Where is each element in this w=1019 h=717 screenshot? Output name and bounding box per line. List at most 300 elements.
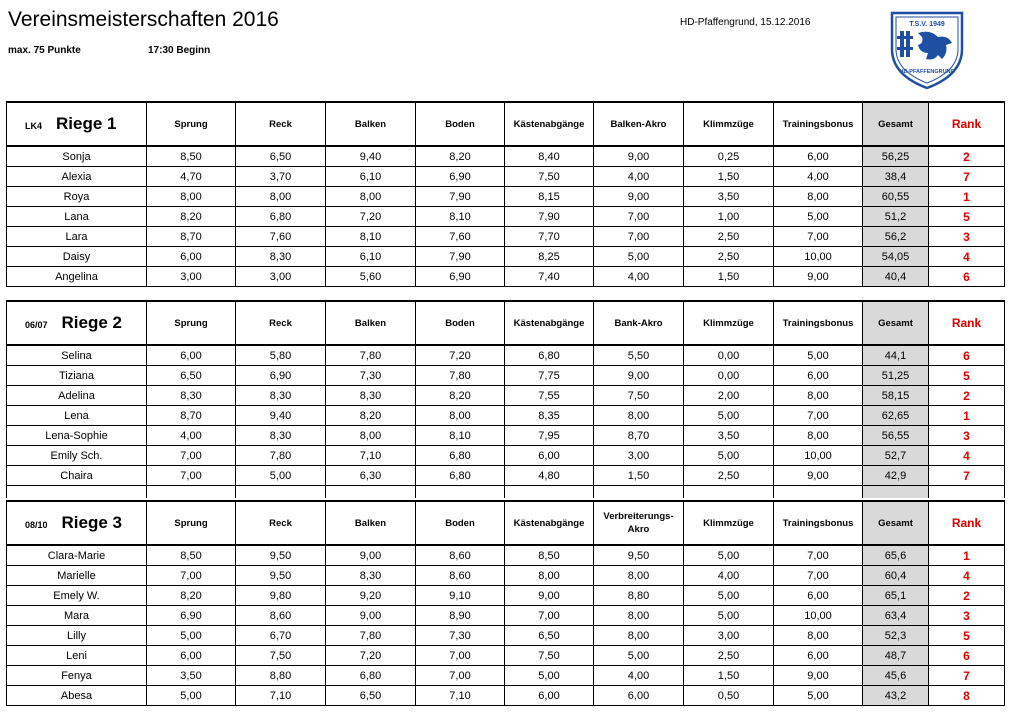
gymnast-name-cell: Lena-Sophie [7,426,147,446]
score-cell: 8,30 [326,386,416,406]
score-cell: 3,50 [147,666,236,686]
score-cell: 0,25 [684,146,774,167]
empty-cell [774,486,863,499]
column-header: Gesamt [863,501,929,545]
table-row [7,146,1005,167]
score-cell: 9,00 [594,366,684,386]
score-cell: 8,60 [236,606,326,626]
score-cell: 6,70 [236,626,326,646]
column-header: Kästenabgänge [505,102,594,146]
rank-cell: 1 [929,187,1005,207]
score-cell: 6,00 [774,646,863,666]
rank-cell: 5 [929,366,1005,386]
score-cell: 8,00 [594,626,684,646]
score-cell: 8,50 [147,545,236,566]
gymnast-name-cell: Adelina [7,386,147,406]
score-cell: 8,30 [326,566,416,586]
place-date-label: HD-Pfaffengrund, 15.12.2016 [680,17,811,28]
rank-cell: 2 [929,386,1005,406]
score-cell: 6,50 [326,686,416,706]
score-cell: 9,50 [594,545,684,566]
score-cell: 8,25 [505,247,594,267]
rank-cell: 6 [929,345,1005,366]
score-cell: 6,00 [594,686,684,706]
score-cell: 4,00 [684,566,774,586]
column-header: Klimmzüge [684,301,774,345]
total-cell: 60,55 [863,187,929,207]
total-cell: 51,25 [863,366,929,386]
score-cell: 8,20 [147,207,236,227]
rank-cell: 5 [929,207,1005,227]
score-cell: 7,70 [505,227,594,247]
logo-bottom-text: HD-PFAFFENGRUND [899,69,955,75]
table-row [7,167,1005,187]
score-cell: 7,95 [505,426,594,446]
score-cell: 7,50 [505,167,594,187]
score-cell: 1,50 [594,466,684,486]
score-cell: 6,10 [326,247,416,267]
table-row [7,666,1005,686]
column-header: Klimmzüge [684,102,774,146]
logo-top-text: T.S.V. 1949 [909,21,945,28]
score-cell: 8,20 [147,586,236,606]
score-cell: 0,00 [684,345,774,366]
score-cell: 1,00 [684,207,774,227]
score-cell: 7,00 [774,566,863,586]
score-cell: 9,50 [236,545,326,566]
score-cell: 8,50 [147,146,236,167]
total-cell: 52,3 [863,626,929,646]
spacer-row [7,486,1005,499]
score-cell: 8,70 [594,426,684,446]
score-cell: 7,10 [416,686,505,706]
score-cell: 8,70 [147,406,236,426]
score-cell: 5,00 [594,247,684,267]
score-cell: 10,00 [774,446,863,466]
score-cell: 9,00 [594,146,684,167]
score-cell: 5,00 [684,586,774,606]
score-cell: 7,50 [594,386,684,406]
score-cell: 9,50 [236,566,326,586]
table-row [7,366,1005,386]
rank-cell: 6 [929,646,1005,666]
score-cell: 8,10 [326,227,416,247]
table-row [7,386,1005,406]
gymnast-name-cell: Roya [7,187,147,207]
score-cell: 10,00 [774,606,863,626]
score-cell: 6,90 [147,606,236,626]
total-cell: 44,1 [863,345,929,366]
column-header: Rank [929,501,1005,545]
score-cell: 8,00 [326,187,416,207]
table-header-row [7,102,1005,146]
score-cell: 4,00 [147,426,236,446]
score-cell: 2,50 [684,227,774,247]
group-header [7,102,147,146]
column-header: Reck [236,301,326,345]
total-cell: 52,7 [863,446,929,466]
score-cell: 6,50 [236,146,326,167]
score-cell: 1,50 [684,267,774,287]
score-cell: 1,50 [684,167,774,187]
total-cell: 65,6 [863,545,929,566]
rank-cell: 3 [929,227,1005,247]
gymnast-name-cell: Leni [7,646,147,666]
column-header: Trainingsbonus [774,102,863,146]
rank-cell: 4 [929,446,1005,466]
column-header: Boden [416,301,505,345]
score-cell: 8,50 [505,545,594,566]
column-header: Bank-Akro [594,301,684,345]
score-cell: 8,00 [147,187,236,207]
score-cell: 8,30 [236,426,326,446]
score-cell: 5,00 [147,626,236,646]
table-row [7,207,1005,227]
score-cell: 7,30 [416,626,505,646]
score-cell: 8,10 [416,207,505,227]
score-cell: 7,20 [416,345,505,366]
score-cell: 5,00 [684,446,774,466]
score-cell: 7,00 [774,227,863,247]
column-header: Sprung [147,102,236,146]
total-cell: 58,15 [863,386,929,406]
gymnast-name-cell: Marielle [7,566,147,586]
gymnast-name-cell: Lara [7,227,147,247]
score-cell: 8,70 [147,227,236,247]
score-cell: 7,20 [326,207,416,227]
gymnast-name-cell: Emely W. [7,586,147,606]
score-cell: 7,00 [147,466,236,486]
score-cell: 8,00 [594,606,684,626]
score-cell: 3,70 [236,167,326,187]
rank-cell: 5 [929,626,1005,646]
gymnast-name-cell: Clara-Marie [7,545,147,566]
score-cell: 8,20 [326,406,416,426]
score-cell: 6,00 [774,146,863,167]
table-row [7,406,1005,426]
score-cell: 6,00 [147,646,236,666]
score-cell: 9,00 [774,466,863,486]
score-cell: 9,80 [236,586,326,606]
score-cell: 2,00 [684,386,774,406]
score-cell: 7,50 [505,646,594,666]
score-cell: 0,50 [684,686,774,706]
score-cell: 6,00 [147,345,236,366]
group-header [7,301,147,345]
gymnast-name-cell: Angelina [7,267,147,287]
score-cell: 8,00 [774,386,863,406]
score-cell: 4,00 [774,167,863,187]
score-cell: 7,80 [416,366,505,386]
score-cell: 3,50 [684,426,774,446]
score-cell: 6,80 [236,207,326,227]
score-cell: 2,50 [684,646,774,666]
riege-1-table [6,101,1005,287]
rank-cell: 3 [929,606,1005,626]
total-cell: 45,6 [863,666,929,686]
score-cell: 9,40 [236,406,326,426]
start-time-label: 17:30 Beginn [148,45,211,56]
group-tag: 08/10 [25,520,48,530]
total-cell: 42,9 [863,466,929,486]
score-cell: 6,80 [326,666,416,686]
score-cell: 8,10 [416,426,505,446]
score-cell: 6,80 [416,466,505,486]
total-cell: 63,4 [863,606,929,626]
table-row [7,466,1005,486]
empty-cell [684,486,774,499]
empty-cell [863,486,929,499]
table-header-row [7,301,1005,345]
empty-cell [7,486,147,499]
score-cell: 6,30 [326,466,416,486]
score-cell: 7,60 [236,227,326,247]
column-header: Balken [326,301,416,345]
gymnast-name-cell: Lana [7,207,147,227]
column-header: Gesamt [863,102,929,146]
group-header [7,501,147,545]
score-cell: 7,80 [326,345,416,366]
gymnast-name-cell: Abesa [7,686,147,706]
score-cell: 7,00 [416,666,505,686]
score-cell: 5,80 [236,345,326,366]
score-cell: 5,00 [684,406,774,426]
score-cell: 9,00 [505,586,594,606]
gymnast-name-cell: Tiziana [7,366,147,386]
score-cell: 7,00 [416,646,505,666]
score-cell: 7,40 [505,267,594,287]
score-cell: 7,30 [326,366,416,386]
empty-cell [147,486,236,499]
score-cell: 3,00 [594,446,684,466]
gymnast-name-cell: Lilly [7,626,147,646]
empty-cell [416,486,505,499]
score-cell: 5,00 [147,686,236,706]
score-cell: 6,50 [147,366,236,386]
score-cell: 7,90 [505,207,594,227]
total-cell: 56,25 [863,146,929,167]
table-row [7,227,1005,247]
score-cell: 6,00 [505,686,594,706]
score-cell: 8,40 [505,146,594,167]
score-cell: 8,30 [236,247,326,267]
rank-cell: 2 [929,146,1005,167]
score-cell: 7,00 [147,566,236,586]
score-cell: 9,00 [326,545,416,566]
gymnast-name-cell: Fenya [7,666,147,686]
table-row [7,345,1005,366]
column-header: Kästenabgänge [505,301,594,345]
score-cell: 6,50 [505,626,594,646]
score-cell: 8,00 [774,187,863,207]
total-cell: 40,4 [863,267,929,287]
table-row [7,187,1005,207]
score-cell: 5,00 [774,345,863,366]
score-cell: 5,00 [774,207,863,227]
column-header: Balken-Akro [594,102,684,146]
score-cell: 8,60 [416,566,505,586]
table-row [7,606,1005,626]
riege-1-body [7,146,1005,287]
rank-cell: 7 [929,167,1005,187]
column-header: Trainingsbonus [774,501,863,545]
gymnast-name-cell: Daisy [7,247,147,267]
column-header: Balken [326,501,416,545]
column-header: Boden [416,102,505,146]
total-cell: 65,1 [863,586,929,606]
column-header: Gesamt [863,301,929,345]
column-header: Boden [416,501,505,545]
rank-cell: 4 [929,247,1005,267]
score-cell: 8,00 [326,426,416,446]
total-cell: 38,4 [863,167,929,187]
rank-cell: 3 [929,426,1005,446]
max-points-label: max. 75 Punkte [8,45,81,56]
score-cell: 8,80 [594,586,684,606]
score-cell: 5,60 [326,267,416,287]
score-cell: 4,00 [594,167,684,187]
score-cell: 6,80 [505,345,594,366]
score-cell: 6,00 [774,366,863,386]
score-cell: 8,20 [416,386,505,406]
score-cell: 9,40 [326,146,416,167]
score-cell: 8,60 [416,545,505,566]
rank-cell: 1 [929,545,1005,566]
column-header: Sprung [147,501,236,545]
rank-cell: 6 [929,267,1005,287]
empty-cell [929,486,1005,499]
total-cell: 56,2 [863,227,929,247]
score-cell: 3,00 [684,626,774,646]
score-cell: 6,00 [147,247,236,267]
riege-3-body [7,545,1005,706]
column-header: Sprung [147,301,236,345]
total-cell: 56,55 [863,426,929,446]
rank-cell: 7 [929,466,1005,486]
score-cell: 9,00 [774,267,863,287]
score-cell: 3,00 [236,267,326,287]
score-cell: 6,90 [236,366,326,386]
column-header: Verbreiterungs-Akro [594,501,684,545]
score-cell: 8,00 [236,187,326,207]
column-header: Balken [326,102,416,146]
total-cell: 51,2 [863,207,929,227]
score-cell: 4,00 [594,666,684,686]
score-cell: 8,00 [416,406,505,426]
table-row [7,646,1005,666]
score-cell: 3,00 [147,267,236,287]
score-cell: 7,00 [774,545,863,566]
rank-cell: 4 [929,566,1005,586]
score-cell: 7,00 [505,606,594,626]
column-header: Rank [929,102,1005,146]
score-cell: 0,00 [684,366,774,386]
column-header: Reck [236,501,326,545]
score-cell: 5,00 [505,666,594,686]
total-cell: 62,65 [863,406,929,426]
column-header: Trainingsbonus [774,301,863,345]
table-row [7,426,1005,446]
group-name: Riege 3 [61,513,123,532]
page-title: Vereinsmeisterschaften 2016 [8,8,279,31]
score-cell: 7,80 [326,626,416,646]
score-cell: 9,20 [326,586,416,606]
gymnast-name-cell: Emily Sch. [7,446,147,466]
score-cell: 3,50 [684,187,774,207]
score-cell: 4,80 [505,466,594,486]
rank-cell: 1 [929,406,1005,426]
table-row [7,686,1005,706]
group-tag: LK4 [25,121,43,131]
empty-cell [236,486,326,499]
riege-2-body [7,345,1005,498]
score-cell: 5,50 [594,345,684,366]
score-cell: 8,00 [594,566,684,586]
gymnast-name-cell: Chaira [7,466,147,486]
gymnast-name-cell: Mara [7,606,147,626]
score-cell: 7,90 [416,187,505,207]
table-row [7,566,1005,586]
total-cell: 54,05 [863,247,929,267]
riege-2-table [6,300,1005,498]
gymnast-name-cell: Sonja [7,146,147,167]
score-cell: 6,00 [505,446,594,466]
score-cell: 5,00 [594,646,684,666]
gymnast-name-cell: Lena [7,406,147,426]
score-cell: 6,90 [416,167,505,187]
score-cell: 7,55 [505,386,594,406]
table-row [7,586,1005,606]
score-cell: 10,00 [774,247,863,267]
score-cell: 7,10 [236,686,326,706]
column-header: Kästenabgänge [505,501,594,545]
total-cell: 43,2 [863,686,929,706]
score-cell: 8,15 [505,187,594,207]
score-cell: 6,10 [326,167,416,187]
score-cell: 8,30 [147,386,236,406]
score-cell: 6,00 [774,586,863,606]
gymnast-name-cell: Alexia [7,167,147,187]
score-cell: 9,00 [594,187,684,207]
score-cell: 8,00 [505,566,594,586]
tsv-crest-icon [886,9,968,91]
score-cell: 8,00 [774,426,863,446]
score-cell: 9,10 [416,586,505,606]
score-cell: 5,00 [236,466,326,486]
riege-3-table [6,500,1005,706]
rank-cell: 7 [929,666,1005,686]
score-cell: 8,00 [594,406,684,426]
score-cell: 7,50 [236,646,326,666]
score-cell: 9,00 [774,666,863,686]
table-row [7,267,1005,287]
group-tag: 06/07 [25,320,48,330]
score-cell: 5,00 [774,686,863,706]
empty-cell [326,486,416,499]
score-cell: 8,80 [236,666,326,686]
rank-cell: 8 [929,686,1005,706]
score-cell: 4,00 [594,267,684,287]
score-cell: 7,10 [326,446,416,466]
rank-cell: 2 [929,586,1005,606]
table-row [7,545,1005,566]
score-cell: 7,00 [147,446,236,466]
gymnast-name-cell: Selina [7,345,147,366]
group-name: Riege 2 [61,313,123,332]
column-header: Reck [236,102,326,146]
score-cell: 8,30 [236,386,326,406]
empty-cell [594,486,684,499]
